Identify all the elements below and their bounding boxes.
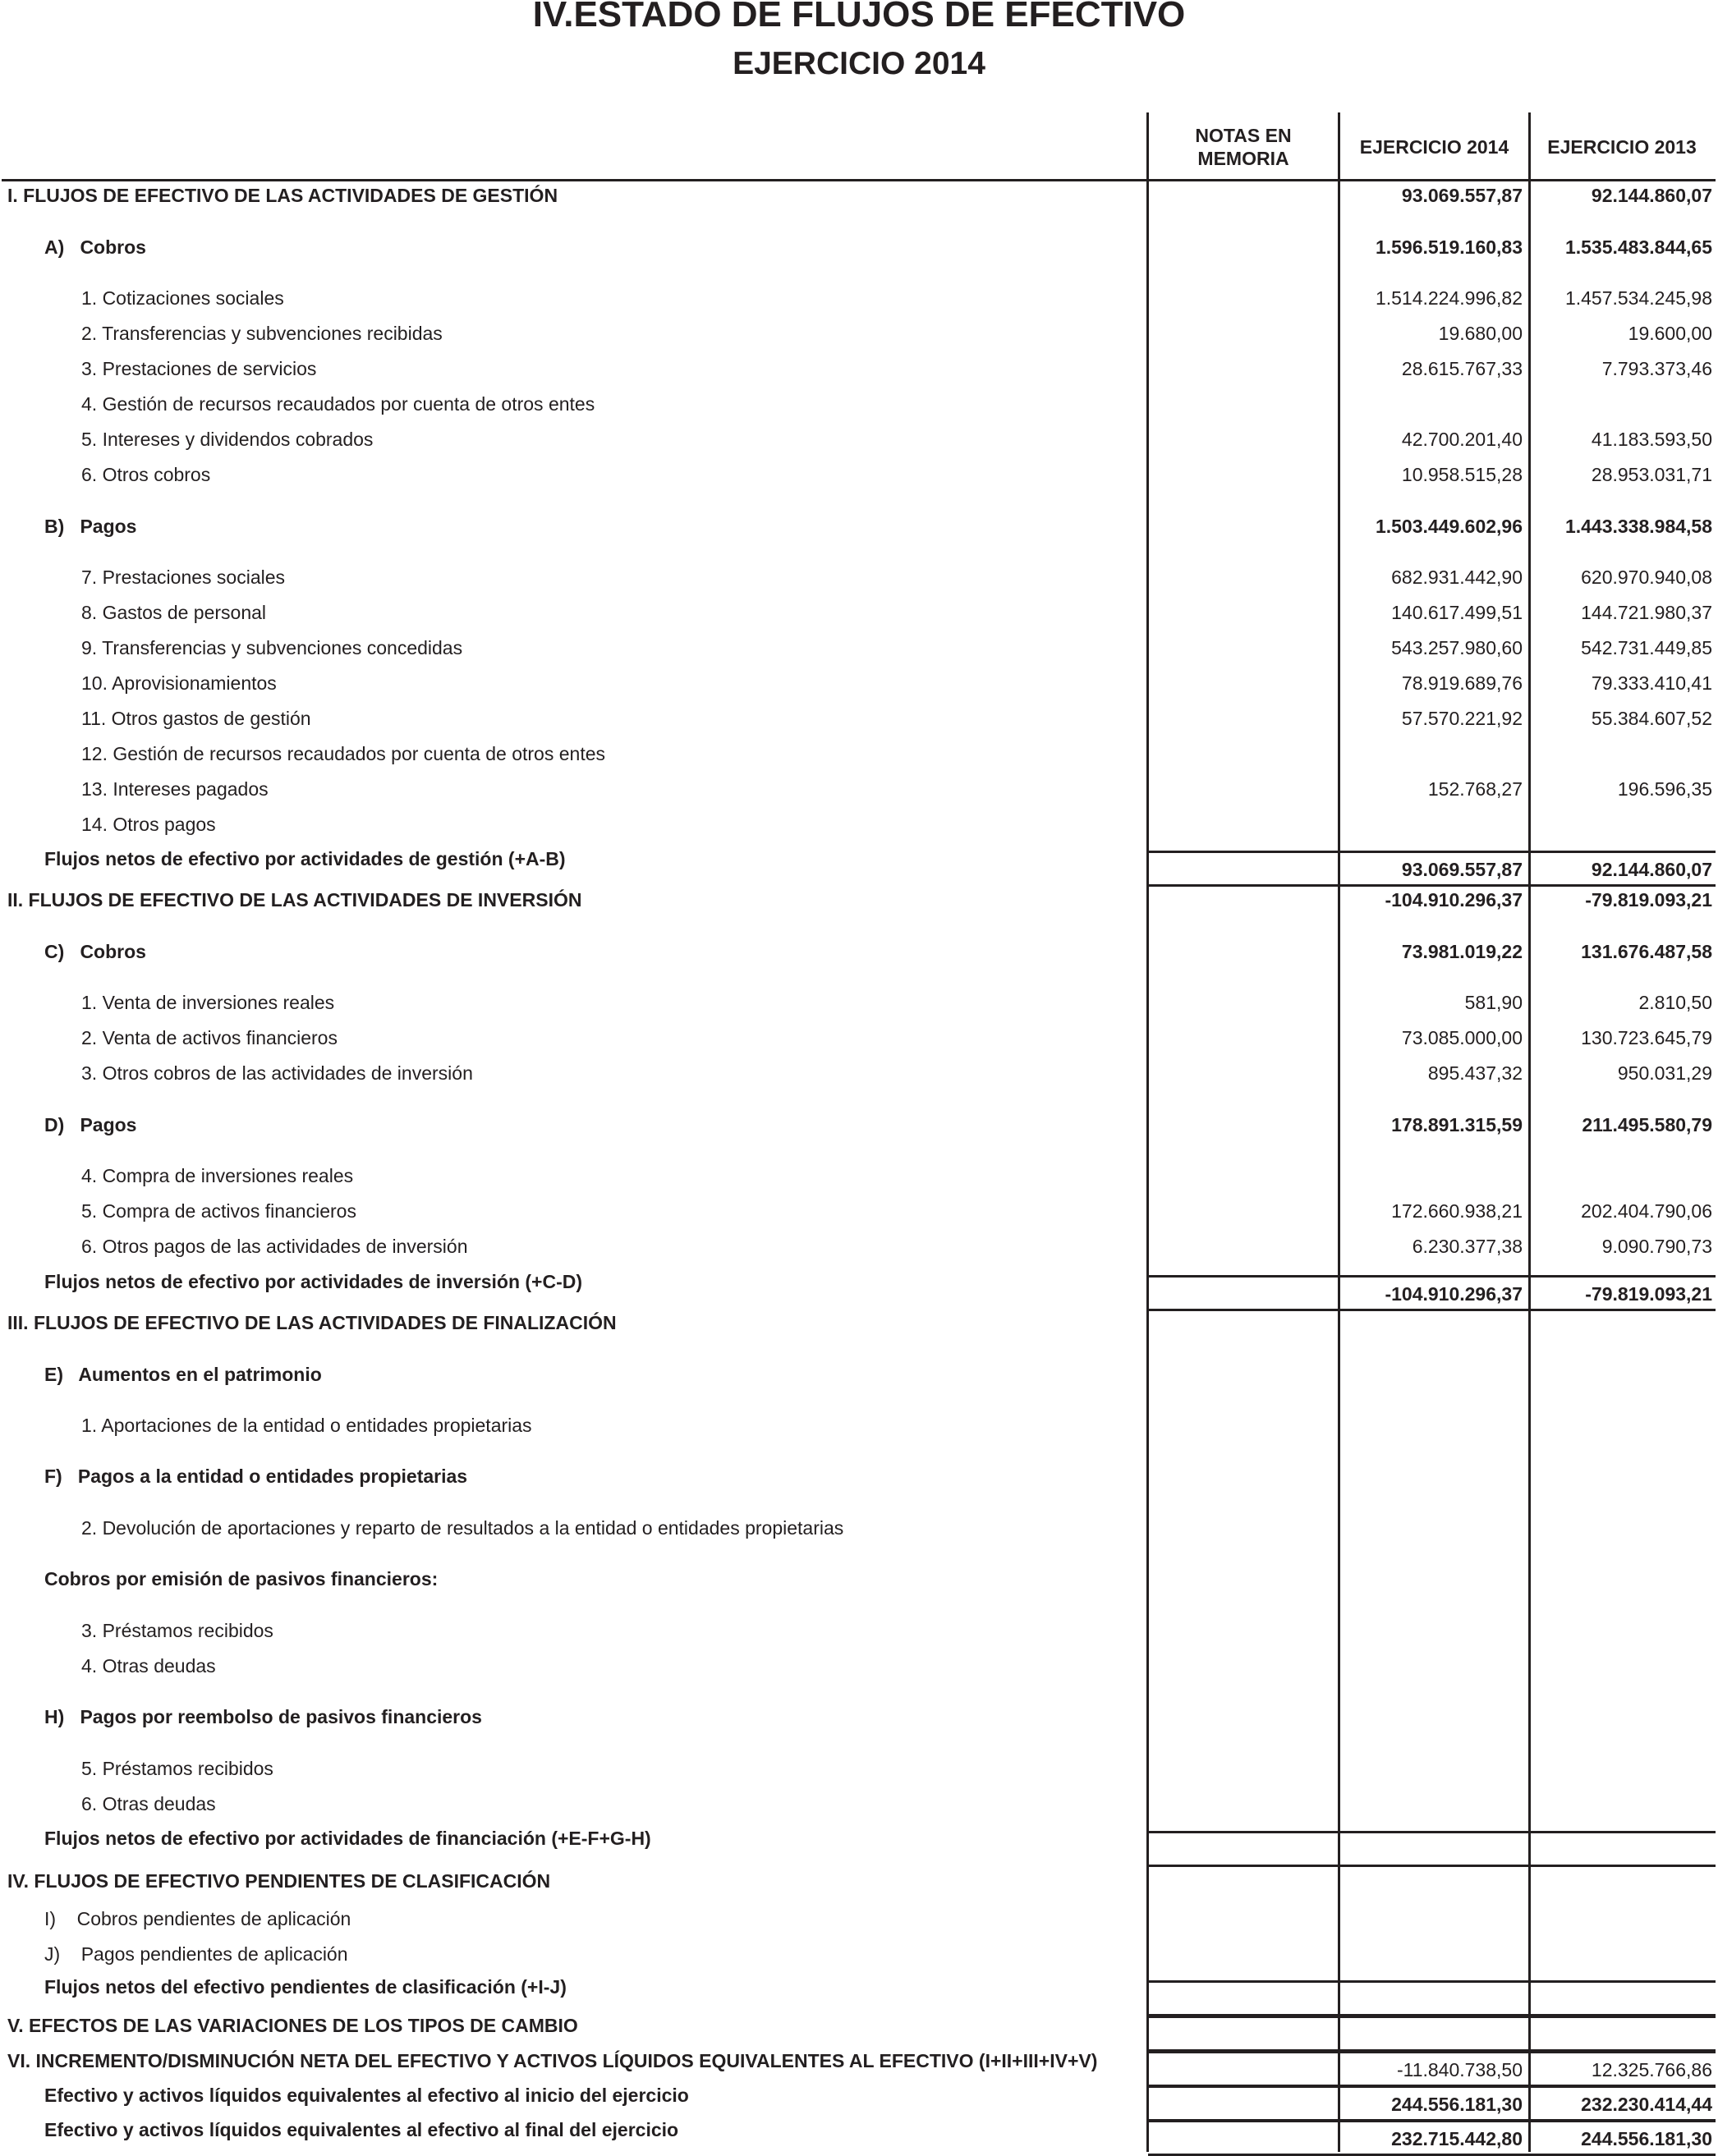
row-label: F) Pagos a la entidad o entidades propietarias (44, 1466, 468, 1487)
row-label: 6. Otros cobros (81, 464, 211, 485)
value-2014: 19.680,00 (1438, 323, 1523, 344)
value-2014: 42.700.201,40 (1401, 429, 1523, 450)
row-label: 4. Compra de inversiones reales (81, 1165, 354, 1186)
value-2014: 140.617.499,51 (1391, 602, 1523, 623)
row-label: Flujos netos del efectivo pendientes de clasificación (+I-J) (44, 1976, 567, 1998)
row-label: 4. Gestión de recursos recaudados por cuenta de otros entes (81, 393, 595, 415)
value-2014: 244.556.181,30 (1391, 2094, 1523, 2115)
row-label: I. FLUJOS DE EFECTIVO DE LAS ACTIVIDADES DE GESTIÓN (7, 185, 558, 206)
row-label: Flujos netos de efectivo por actividades de gestión (+A-B) (44, 848, 566, 869)
row-label: 2. Transferencias y subvenciones recibidas (81, 323, 443, 344)
value-2013: 542.731.449,85 (1581, 637, 1712, 658)
row-label: I) Cobros pendientes de aplicación (44, 1908, 351, 1929)
row-label: Cobros por emisión de pasivos financieros: (44, 1568, 439, 1589)
value-2014: 543.257.980,60 (1391, 637, 1523, 658)
row-label: Efectivo y activos líquidos equivalentes al efectivo al final del ejercicio (44, 2119, 679, 2140)
row-label: V. EFECTOS DE LAS VARIACIONES DE LOS TIPOS DE CAMBIO (7, 2015, 578, 2036)
row-label: J) Pagos pendientes de aplicación (44, 1943, 348, 1965)
value-2013: 144.721.980,37 (1581, 602, 1712, 623)
row-label: E) Aumentos en el patrimonio (44, 1364, 322, 1385)
row-label: 8. Gastos de personal (81, 602, 267, 623)
value-2013: 9.090.790,73 (1601, 1236, 1712, 1257)
row-label: 11. Otros gastos de gestión (81, 708, 311, 729)
value-2013: 950.031,29 (1617, 1062, 1712, 1084)
value-2013: 2.810,50 (1638, 992, 1712, 1013)
row-label: 10. Aprovisionamientos (81, 672, 277, 694)
value-2014: 682.931.442,90 (1391, 567, 1523, 588)
value-2013: 41.183.593,50 (1591, 429, 1712, 450)
row-label: 1. Cotizaciones sociales (81, 287, 284, 309)
row-label: Efectivo y activos líquidos equivalentes al efectivo al inicio del ejercicio (44, 2085, 689, 2106)
total-row-box (1148, 1831, 1716, 1867)
row-label: 13. Intereses pagados (81, 778, 269, 800)
value-2013: 28.953.031,71 (1591, 464, 1712, 485)
row-label: 3. Prestaciones de servicios (81, 358, 317, 379)
row-label: A) Cobros (44, 236, 146, 258)
value-2013: 196.596,35 (1617, 778, 1712, 800)
value-2013: 19.600,00 (1628, 323, 1712, 344)
total-row-box (1148, 2016, 1716, 2052)
row-label: 12. Gestión de recursos recaudados por cuenta de otros entes (81, 743, 606, 764)
row-label: 5. Intereses y dividendos cobrados (81, 429, 374, 450)
value-2013: -79.819.093,21 (1585, 1283, 1712, 1305)
value-2013: 7.793.373,46 (1601, 358, 1712, 379)
value-2013: 55.384.607,52 (1591, 708, 1712, 729)
value-2014: 10.958.515,28 (1401, 464, 1523, 485)
value-2013: 92.144.860,07 (1591, 859, 1712, 880)
header-ejercicio-2013: EJERCICIO 2013 (1547, 136, 1697, 158)
value-2014: 57.570.221,92 (1401, 708, 1523, 729)
value-2013: 1.535.483.844,65 (1564, 236, 1712, 258)
value-2014: 178.891.315,59 (1391, 1114, 1523, 1135)
value-2013: 244.556.181,30 (1581, 2128, 1712, 2149)
row-label: 7. Prestaciones sociales (81, 567, 286, 588)
row-label: 9. Transferencias y subvenciones concedidas (81, 637, 463, 658)
row-label: 1. Venta de inversiones reales (81, 992, 335, 1013)
value-2014: 152.768,27 (1427, 778, 1523, 800)
header-notas: NOTAS EN MEMORIA (1195, 125, 1292, 169)
value-2014: 73.981.019,22 (1401, 941, 1523, 962)
value-2013: 202.404.790,06 (1581, 1200, 1712, 1222)
row-label: 2. Devolución de aportaciones y reparto de resultados a la entidad o entidades propietarias (81, 1517, 844, 1539)
value-2014: 28.615.767,33 (1401, 358, 1523, 379)
row-label: 2. Venta de activos financieros (81, 1027, 338, 1048)
row-label: 1. Aportaciones de la entidad o entidades propietarias (81, 1415, 532, 1436)
row-label: 4. Otras deudas (81, 1655, 216, 1677)
value-2013: 131.676.487,58 (1581, 941, 1712, 962)
row-label: 6. Otras deudas (81, 1793, 216, 1814)
value-2014: 6.230.377,38 (1412, 1236, 1523, 1257)
value-2014: 73.085.000,00 (1401, 1027, 1523, 1048)
value-2014: 895.437,32 (1427, 1062, 1523, 1084)
value-2013: -79.819.093,21 (1585, 889, 1712, 911)
value-2014: 78.919.689,76 (1401, 672, 1523, 694)
value-2014: 1.503.449.602,96 (1375, 516, 1523, 537)
value-2013: 1.443.338.984,58 (1564, 516, 1712, 537)
value-2014: -104.910.296,37 (1385, 1283, 1523, 1305)
row-label: Flujos netos de efectivo por actividades de financiación (+E-F+G-H) (44, 1828, 651, 1849)
value-2013: 620.970.940,08 (1581, 567, 1712, 588)
value-2013: 12.325.766,86 (1591, 2059, 1712, 2080)
value-2014: 1.514.224.996,82 (1375, 287, 1523, 309)
value-2014: -104.910.296,37 (1385, 889, 1523, 911)
page-title: IV.ESTADO DE FLUJOS DE EFECTIVO (532, 0, 1186, 34)
row-label: H) Pagos por reembolso de pasivos financieros (44, 1706, 482, 1727)
value-2014: 581,90 (1464, 992, 1523, 1013)
value-2014: 172.660.938,21 (1391, 1200, 1523, 1222)
value-2013: 211.495.580,79 (1582, 1114, 1712, 1135)
row-label: C) Cobros (44, 941, 146, 962)
row-label: 3. Préstamos recibidos (81, 1620, 273, 1641)
row-label: IV. FLUJOS DE EFECTIVO PENDIENTES DE CLASIFICACIÓN (7, 1870, 551, 1892)
row-label: II. FLUJOS DE EFECTIVO DE LAS ACTIVIDADES DE INVERSIÓN (7, 889, 582, 911)
value-2014: 1.596.519.160,83 (1375, 236, 1523, 258)
cash-flow-table (2, 112, 1716, 2152)
value-2014: 93.069.557,87 (1401, 859, 1523, 880)
value-2013: 130.723.645,79 (1581, 1027, 1712, 1048)
value-2013: 92.144.860,07 (1591, 185, 1712, 206)
row-label: VI. INCREMENTO/DISMINUCIÓN NETA DEL EFECTIVO Y ACTIVOS LÍQUIDOS EQUIVALENTES AL EFECTIVO (I+II+III+IV+V) (7, 2050, 1098, 2071)
value-2014: -11.840.738,50 (1396, 2059, 1523, 2080)
row-label: 5. Compra de activos financieros (81, 1200, 356, 1222)
row-label: III. FLUJOS DE EFECTIVO DE LAS ACTIVIDADES DE FINALIZACIÓN (7, 1312, 617, 1333)
row-label: D) Pagos (44, 1114, 137, 1135)
value-2013: 1.457.534.245,98 (1564, 287, 1712, 309)
page-subtitle: EJERCICIO 2014 (733, 46, 985, 81)
value-2014: 232.715.442,80 (1391, 2128, 1523, 2149)
row-label: 3. Otros cobros de las actividades de inversión (81, 1062, 473, 1084)
row-label: 14. Otros pagos (81, 814, 216, 835)
row-label: 6. Otros pagos de las actividades de inversión (81, 1236, 468, 1257)
row-label: B) Pagos (44, 516, 137, 537)
row-label: Flujos netos de efectivo por actividades de inversión (+C-D) (44, 1271, 583, 1292)
value-2014: 93.069.557,87 (1401, 185, 1523, 206)
total-row-box (1148, 1980, 1716, 2016)
value-2013: 232.230.414,44 (1581, 2094, 1712, 2115)
row-label: 5. Préstamos recibidos (81, 1758, 273, 1779)
header-ejercicio-2014: EJERCICIO 2014 (1359, 136, 1509, 158)
value-2013: 79.333.410,41 (1591, 672, 1712, 694)
